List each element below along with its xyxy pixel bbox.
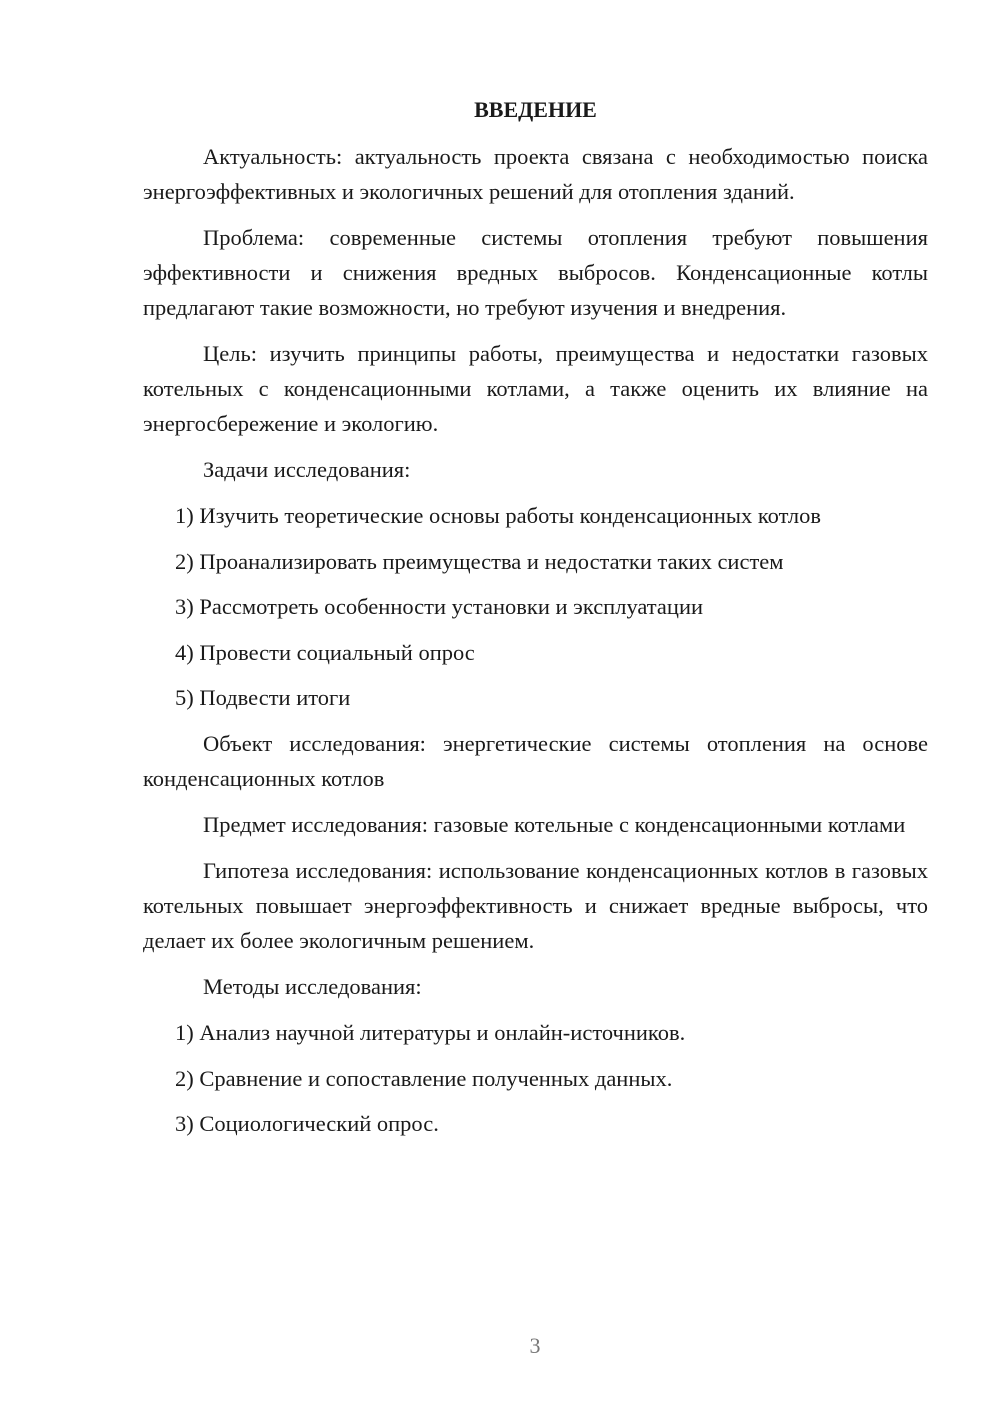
- method-item: 2) Сравнение и сопоставление полученных данных.: [175, 1065, 673, 1091]
- hypothesis-paragraph: Гипотеза исследования: использование конденсационных котлов в газовых котельных повышает энергоэффективность и снижает вредные выбросы, что делает их более экологичным решением.: [143, 858, 928, 953]
- page-content: [143, 94, 928, 1152]
- problem-paragraph: Проблема: современные системы отопления требуют повышения эффективности и снижения вредных выбросов. Конденсационные котлы предлагают такие возможности, но требуют изучения и внедрения.: [143, 225, 928, 320]
- page-number: 3: [529, 1333, 541, 1358]
- relevance-paragraph: Актуальность: актуальность проекта связана с необходимостью поиска энергоэффективных и экологичных решений для отопления зданий.: [143, 144, 928, 204]
- section-title: ВВЕДЕНИЕ: [474, 97, 597, 122]
- subject-paragraph: Предмет исследования: газовые котельные с конденсационными котлами: [203, 812, 906, 837]
- task-item: 4) Провести социальный опрос: [175, 639, 475, 665]
- task-item: 1) Изучить теоретические основы работы конденсационных котлов: [175, 503, 821, 528]
- methods-heading: Методы исследования:: [203, 974, 422, 999]
- method-item: 3) Социологический опрос.: [175, 1111, 439, 1136]
- tasks-heading: Задачи исследования:: [203, 457, 411, 482]
- object-paragraph: Объект исследования: энергетические системы отопления на основе конденсационных котлов: [143, 731, 928, 791]
- goal-paragraph: Цель: изучить принципы работы, преимущества и недостатки газовых котельных с конденсационными котлами, а также оценить их влияние на энергосбережение и экологию.: [143, 341, 928, 436]
- task-item: 3) Рассмотреть особенности установки и эксплуатации: [175, 594, 704, 619]
- method-item: 1) Анализ научной литературы и онлайн-источников.: [175, 1020, 686, 1045]
- task-item: 2) Проанализировать преимущества и недостатки таких систем: [175, 548, 784, 574]
- task-item: 5) Подвести итоги: [175, 685, 351, 710]
- methods-list: [143, 1015, 928, 1141]
- tasks-list: [143, 498, 928, 715]
